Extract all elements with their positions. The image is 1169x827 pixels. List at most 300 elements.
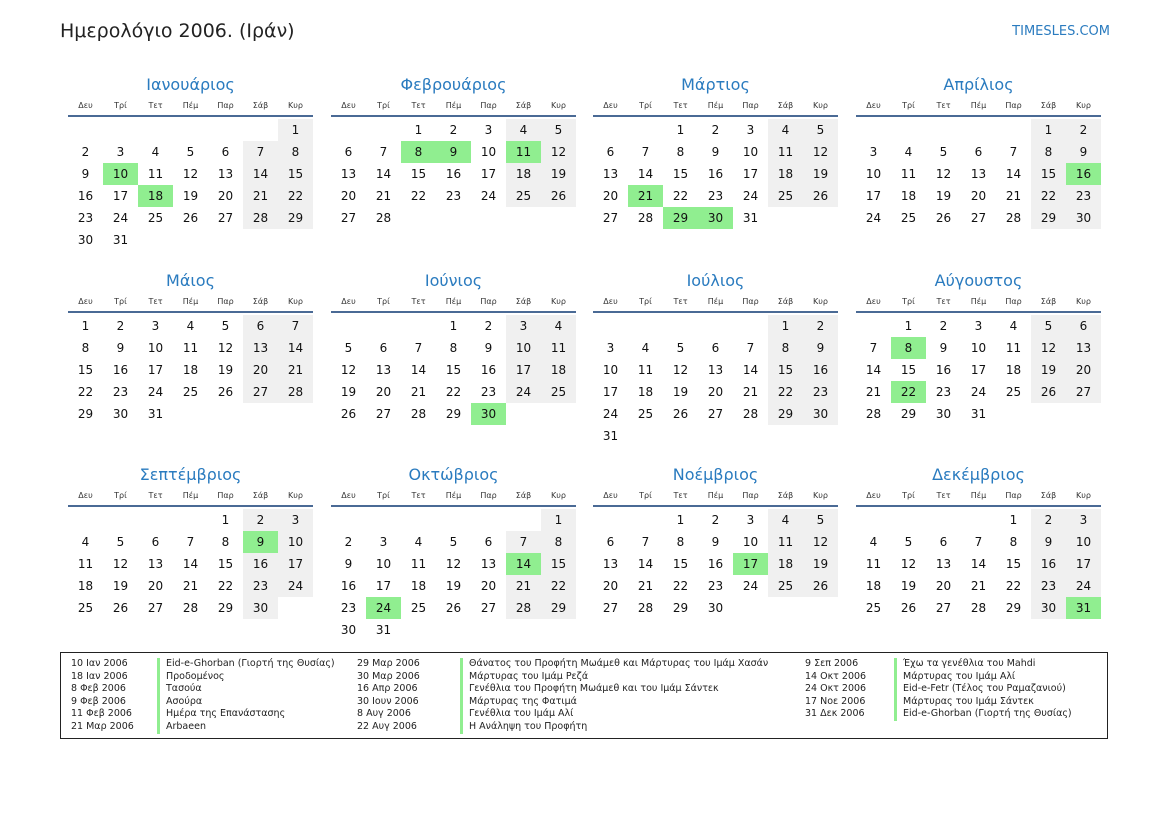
day-cell: 11: [541, 337, 576, 359]
day-cell: 13: [243, 337, 278, 359]
empty-cell: [663, 315, 698, 337]
day-cell: 6: [1066, 315, 1101, 337]
weekday-label: Κυρ: [1076, 101, 1091, 110]
weekday-label: Τρί: [377, 101, 390, 110]
day-cell: 23: [935, 385, 952, 399]
day-cell: 14: [1005, 167, 1022, 181]
legend-dates-column: [357, 658, 420, 734]
day-cell: 7: [414, 341, 423, 355]
weekday-label: Δευ: [78, 491, 93, 500]
holiday-day-cell: 16: [1066, 163, 1101, 185]
day-cell: 26: [1031, 381, 1066, 403]
weekday-label: Πέμ: [445, 491, 462, 500]
weekday-header: [68, 487, 313, 507]
empty-cell: [996, 119, 1031, 141]
legend-holiday-name: Μάρτυρας της Φατιμά: [469, 695, 577, 707]
day-cell: 18: [768, 553, 803, 575]
day-cell: 16: [445, 167, 462, 181]
day-cell: 4: [869, 535, 878, 549]
weekday-label: Σάβ: [1040, 101, 1057, 110]
weekday-label: Κυρ: [1076, 491, 1091, 500]
day-cell: 21: [375, 189, 392, 203]
weekday-label: Σάβ: [777, 297, 794, 306]
legend-date: 21 Μαρ 2006: [71, 720, 134, 732]
month-name: Σεπτέμβριος: [139, 465, 242, 484]
weekday-label: Πέμ: [182, 491, 199, 500]
day-cell: 21: [410, 385, 427, 399]
day-cell: 3: [506, 315, 541, 337]
day-cell: 16: [77, 189, 94, 203]
day-cell: 5: [344, 341, 353, 355]
day-cell: 16: [480, 363, 497, 377]
month-calendar: [68, 269, 313, 425]
day-cell: 8: [768, 337, 803, 359]
day-cell: 27: [935, 601, 952, 615]
day-cell: 20: [480, 579, 497, 593]
month-name: Μάιος: [166, 271, 215, 290]
day-cell: 4: [151, 145, 160, 159]
day-cell: 22: [768, 381, 803, 403]
weekday-header: [331, 293, 576, 313]
day-cell: 1: [1031, 119, 1066, 141]
empty-cell: [68, 509, 103, 531]
day-cell: 26: [217, 385, 234, 399]
empty-cell: [856, 315, 891, 337]
empty-cell: [471, 509, 506, 531]
weekday-label: Παρ: [480, 101, 497, 110]
legend-holiday-name: Arbaeen: [166, 720, 206, 732]
empty-cell: [593, 119, 628, 141]
weekday-label: Κυρ: [551, 491, 566, 500]
day-cell: 29: [1005, 601, 1022, 615]
day-cell: 23: [112, 385, 129, 399]
day-cell: 31: [742, 211, 759, 225]
month-name: Μάρτιος: [681, 75, 750, 94]
empty-cell: [366, 315, 401, 337]
day-cell: 25: [147, 211, 164, 225]
weekday-label: Σάβ: [777, 101, 794, 110]
day-cell: 22: [278, 185, 313, 207]
day-cell: 31: [602, 429, 619, 443]
holiday-day-cell: 30: [698, 207, 733, 229]
day-cell: 26: [445, 601, 462, 615]
weekday-label: Τετ: [936, 101, 951, 110]
legend-date: 9 Σεπ 2006: [805, 658, 859, 669]
weekday-label: Δευ: [603, 491, 618, 500]
weekday-label: Τρί: [902, 101, 915, 110]
day-cell: 15: [541, 553, 576, 575]
empty-cell: [593, 315, 628, 337]
day-cell: 20: [602, 579, 619, 593]
day-cell: 10: [1066, 531, 1101, 553]
weekday-label: Παρ: [742, 491, 759, 500]
day-cell: 4: [904, 145, 913, 159]
day-cell: 20: [147, 579, 164, 593]
day-cell: 21: [506, 575, 541, 597]
day-cell: 19: [1031, 359, 1066, 381]
day-cell: 12: [217, 341, 234, 355]
day-cell: 5: [186, 145, 195, 159]
day-cell: 8: [278, 141, 313, 163]
day-cell: 9: [1066, 141, 1101, 163]
holiday-day-cell: 10: [103, 163, 138, 185]
legend-date: 14 Οκτ 2006: [805, 670, 867, 682]
month-calendar: [856, 269, 1101, 425]
day-cell: 28: [970, 601, 987, 615]
day-cell: 16: [112, 363, 129, 377]
day-cell: 10: [865, 167, 882, 181]
weekday-label: Παρ: [217, 101, 234, 110]
day-cell: 25: [1005, 385, 1022, 399]
holiday-color-bar: [157, 658, 160, 734]
day-cell: 20: [935, 579, 952, 593]
weekday-label: Τρί: [377, 491, 390, 500]
day-cell: 1: [449, 319, 458, 333]
weekday-label: Δευ: [341, 101, 356, 110]
weekday-label: Πέμ: [707, 101, 724, 110]
day-grid: [593, 509, 838, 619]
empty-cell: [366, 509, 401, 531]
day-cell: 25: [637, 407, 654, 421]
day-cell: 18: [77, 579, 94, 593]
day-cell: 1: [278, 119, 313, 141]
day-cell: 9: [484, 341, 493, 355]
weekday-label: Τρί: [902, 297, 915, 306]
day-cell: 21: [243, 185, 278, 207]
day-cell: 30: [340, 623, 357, 637]
day-cell: 21: [1005, 189, 1022, 203]
day-cell: 30: [1031, 597, 1066, 619]
day-cell: 18: [637, 385, 654, 399]
day-cell: 4: [768, 119, 803, 141]
weekday-header: [593, 487, 838, 507]
day-cell: 29: [768, 403, 803, 425]
day-cell: 25: [182, 385, 199, 399]
weekday-label: Πέμ: [970, 491, 987, 500]
holiday-day-cell: 30: [471, 403, 506, 425]
empty-cell: [331, 315, 366, 337]
legend-holiday-name: Eid-e-Fetr (Τέλος του Ραμαζανιού): [903, 683, 1066, 695]
day-cell: 28: [278, 381, 313, 403]
legend-holiday-name: Θάνατος του Προφήτη Μωάμεθ και Μάρτυρας του Ιμάμ Χασάν: [469, 658, 769, 669]
day-cell: 13: [147, 557, 164, 571]
site-link[interactable]: TIMESLES.COM: [1012, 24, 1110, 39]
weekday-header: [331, 487, 576, 507]
day-cell: 30: [77, 233, 94, 247]
day-cell: 2: [1066, 119, 1101, 141]
day-cell: 21: [865, 385, 882, 399]
day-cell: 11: [410, 557, 427, 571]
day-cell: 21: [278, 359, 313, 381]
day-cell: 1: [904, 319, 913, 333]
empty-cell: [926, 119, 961, 141]
day-cell: 19: [900, 579, 917, 593]
day-cell: 6: [379, 341, 388, 355]
day-cell: 5: [221, 319, 230, 333]
day-cell: 15: [445, 363, 462, 377]
day-cell: 9: [803, 337, 838, 359]
day-cell: 3: [974, 319, 983, 333]
day-cell: 19: [803, 163, 838, 185]
weekday-label: Δευ: [866, 101, 881, 110]
day-cell: 12: [112, 557, 129, 571]
legend-date: 18 Ιαν 2006: [71, 670, 128, 682]
weekday-label: Δευ: [78, 101, 93, 110]
day-cell: 8: [81, 341, 90, 355]
day-cell: 7: [869, 341, 878, 355]
holiday-day-cell: 22: [891, 381, 926, 403]
day-cell: 9: [116, 341, 125, 355]
day-cell: 12: [340, 363, 357, 377]
empty-cell: [138, 509, 173, 531]
day-cell: 22: [1005, 579, 1022, 593]
weekday-label: Παρ: [742, 297, 759, 306]
day-cell: 27: [243, 381, 278, 403]
day-cell: 26: [541, 185, 576, 207]
weekday-label: Παρ: [742, 101, 759, 110]
day-cell: 19: [340, 385, 357, 399]
weekday-label: Παρ: [1005, 491, 1022, 500]
day-cell: 5: [904, 535, 913, 549]
day-cell: 3: [746, 513, 755, 527]
day-cell: 10: [970, 341, 987, 355]
weekday-label: Κυρ: [813, 491, 828, 500]
weekday-label: Τρί: [114, 101, 127, 110]
day-cell: 6: [484, 535, 493, 549]
weekday-label: Τετ: [936, 491, 951, 500]
day-cell: 31: [147, 407, 164, 421]
day-cell: 30: [803, 403, 838, 425]
empty-cell: [628, 315, 663, 337]
legend-holiday-name: Ασούρα: [166, 695, 203, 707]
day-cell: 28: [375, 211, 392, 225]
day-cell: 2: [449, 123, 458, 137]
day-cell: 19: [672, 385, 689, 399]
day-cell: 27: [217, 211, 234, 225]
day-grid: [856, 315, 1101, 425]
day-grid: [331, 119, 576, 229]
day-cell: 7: [278, 315, 313, 337]
empty-cell: [733, 315, 768, 337]
day-cell: 18: [1005, 363, 1022, 377]
day-cell: 13: [375, 363, 392, 377]
day-cell: 16: [1031, 553, 1066, 575]
day-cell: 29: [278, 207, 313, 229]
day-cell: 5: [449, 535, 458, 549]
day-grid: [331, 509, 576, 641]
day-cell: 27: [147, 601, 164, 615]
weekday-label: Τρί: [377, 297, 390, 306]
day-cell: 13: [217, 167, 234, 181]
day-cell: 22: [410, 189, 427, 203]
day-cell: 13: [1066, 337, 1101, 359]
day-cell: 29: [900, 407, 917, 421]
holiday-day-cell: 8: [401, 141, 436, 163]
day-cell: 31: [112, 233, 129, 247]
legend-dates-column: [71, 658, 134, 734]
day-cell: 15: [278, 163, 313, 185]
day-cell: 21: [182, 579, 199, 593]
legend-date: 16 Απρ 2006: [357, 683, 418, 695]
day-cell: 25: [410, 601, 427, 615]
day-cell: 12: [672, 363, 689, 377]
day-cell: 23: [77, 211, 94, 225]
month-name: Ιούλιος: [686, 271, 745, 290]
weekday-label: Δευ: [78, 297, 93, 306]
day-cell: 9: [81, 167, 90, 181]
day-cell: 26: [182, 211, 199, 225]
day-cell: 29: [445, 407, 462, 421]
holiday-day-cell: 14: [506, 553, 541, 575]
day-cell: 30: [935, 407, 952, 421]
weekday-label: Πέμ: [707, 297, 724, 306]
weekday-label: Τετ: [673, 101, 688, 110]
day-cell: 26: [672, 407, 689, 421]
legend-date: 9 Φεβ 2006: [71, 695, 126, 707]
day-cell: 2: [116, 319, 125, 333]
day-grid: [593, 315, 838, 447]
weekday-header: [68, 97, 313, 117]
weekday-label: Τρί: [639, 101, 652, 110]
day-cell: 24: [742, 579, 759, 593]
day-cell: 5: [803, 119, 838, 141]
day-cell: 12: [445, 557, 462, 571]
empty-cell: [506, 509, 541, 531]
legend-names-column: [903, 658, 1072, 721]
holiday-day-cell: 18: [138, 185, 173, 207]
day-cell: 6: [711, 341, 720, 355]
day-cell: 29: [217, 601, 234, 615]
day-cell: 18: [506, 163, 541, 185]
day-cell: 15: [768, 359, 803, 381]
day-cell: 23: [480, 385, 497, 399]
weekday-label: Κυρ: [288, 101, 303, 110]
day-cell: 16: [707, 557, 724, 571]
empty-cell: [628, 119, 663, 141]
day-cell: 24: [112, 211, 129, 225]
empty-cell: [961, 119, 996, 141]
month-name: Φεβρουάριος: [400, 75, 507, 94]
day-cell: 26: [900, 601, 917, 615]
day-cell: 20: [707, 385, 724, 399]
day-cell: 30: [112, 407, 129, 421]
empty-cell: [68, 119, 103, 141]
day-cell: 3: [151, 319, 160, 333]
weekday-label: Κυρ: [813, 101, 828, 110]
day-cell: 11: [768, 141, 803, 163]
day-cell: 12: [541, 141, 576, 163]
day-cell: 27: [340, 211, 357, 225]
day-cell: 24: [1066, 575, 1101, 597]
holiday-day-cell: 8: [891, 337, 926, 359]
legend-holiday-name: Eid-e-Ghorban (Γιορτή της Θυσίας): [903, 708, 1072, 720]
day-cell: 25: [506, 185, 541, 207]
day-cell: 23: [707, 189, 724, 203]
day-cell: 22: [1031, 185, 1066, 207]
day-grid: [593, 119, 838, 229]
day-cell: 13: [935, 557, 952, 571]
month-calendar: [856, 73, 1101, 229]
empty-cell: [401, 315, 436, 337]
day-cell: 25: [541, 381, 576, 403]
day-cell: 7: [746, 341, 755, 355]
day-cell: 15: [900, 363, 917, 377]
legend-date: 22 Αυγ 2006: [357, 720, 417, 732]
day-cell: 27: [1066, 381, 1101, 403]
month-calendar: [68, 73, 313, 251]
weekday-label: Πέμ: [970, 101, 987, 110]
day-cell: 16: [803, 359, 838, 381]
day-cell: 27: [602, 601, 619, 615]
legend-holiday-name: Γενέθλια του Προφήτη Μωάμεθ και του Ιμάμ Σάντεκ: [469, 683, 719, 695]
day-cell: 23: [340, 601, 357, 615]
day-cell: 10: [742, 145, 759, 159]
day-cell: 15: [217, 557, 234, 571]
day-cell: 20: [243, 359, 278, 381]
day-cell: 23: [1031, 575, 1066, 597]
day-cell: 17: [970, 363, 987, 377]
day-cell: 19: [541, 163, 576, 185]
month-name: Απρίλιος: [943, 75, 1014, 94]
weekday-label: Κυρ: [813, 297, 828, 306]
day-cell: 6: [606, 535, 615, 549]
legend-date: 30 Μαρ 2006: [357, 670, 420, 682]
day-cell: 1: [768, 315, 803, 337]
weekday-label: Δευ: [341, 491, 356, 500]
day-cell: 24: [278, 575, 313, 597]
day-cell: 7: [243, 141, 278, 163]
holiday-day-cell: 11: [506, 141, 541, 163]
day-cell: 15: [77, 363, 94, 377]
day-cell: 11: [900, 167, 917, 181]
empty-cell: [436, 509, 471, 531]
weekday-label: Τρί: [902, 491, 915, 500]
empty-cell: [891, 119, 926, 141]
day-cell: 24: [865, 211, 882, 225]
legend-date: 8 Φεβ 2006: [71, 683, 126, 695]
legend-date: 24 Οκτ 2006: [805, 683, 867, 695]
legend-names-column: [469, 658, 768, 734]
weekday-label: Κυρ: [551, 101, 566, 110]
day-cell: 17: [506, 359, 541, 381]
page-title: Ημερολόγιο 2006. (Ιράν): [60, 20, 295, 42]
day-cell: 10: [602, 363, 619, 377]
day-cell: 10: [278, 531, 313, 553]
empty-cell: [856, 119, 891, 141]
weekday-label: Πέμ: [182, 297, 199, 306]
weekday-label: Τετ: [148, 491, 163, 500]
legend-date: 11 Φεβ 2006: [71, 708, 132, 720]
day-cell: 13: [707, 363, 724, 377]
empty-cell: [961, 509, 996, 531]
day-cell: 11: [182, 341, 199, 355]
day-cell: 22: [541, 575, 576, 597]
day-cell: 22: [217, 579, 234, 593]
day-cell: 23: [243, 575, 278, 597]
day-cell: 28: [182, 601, 199, 615]
weekday-label: Παρ: [217, 491, 234, 500]
day-cell: 14: [637, 557, 654, 571]
day-cell: 16: [243, 553, 278, 575]
day-cell: 2: [81, 145, 90, 159]
legend-dates-column: [805, 658, 866, 721]
day-cell: 3: [746, 123, 755, 137]
empty-cell: [366, 119, 401, 141]
empty-cell: [926, 509, 961, 531]
day-cell: 1: [676, 123, 685, 137]
legend-holiday-name: Eid-e-Ghorban (Γιορτή της Θυσίας): [166, 658, 335, 669]
weekday-label: Τρί: [639, 297, 652, 306]
